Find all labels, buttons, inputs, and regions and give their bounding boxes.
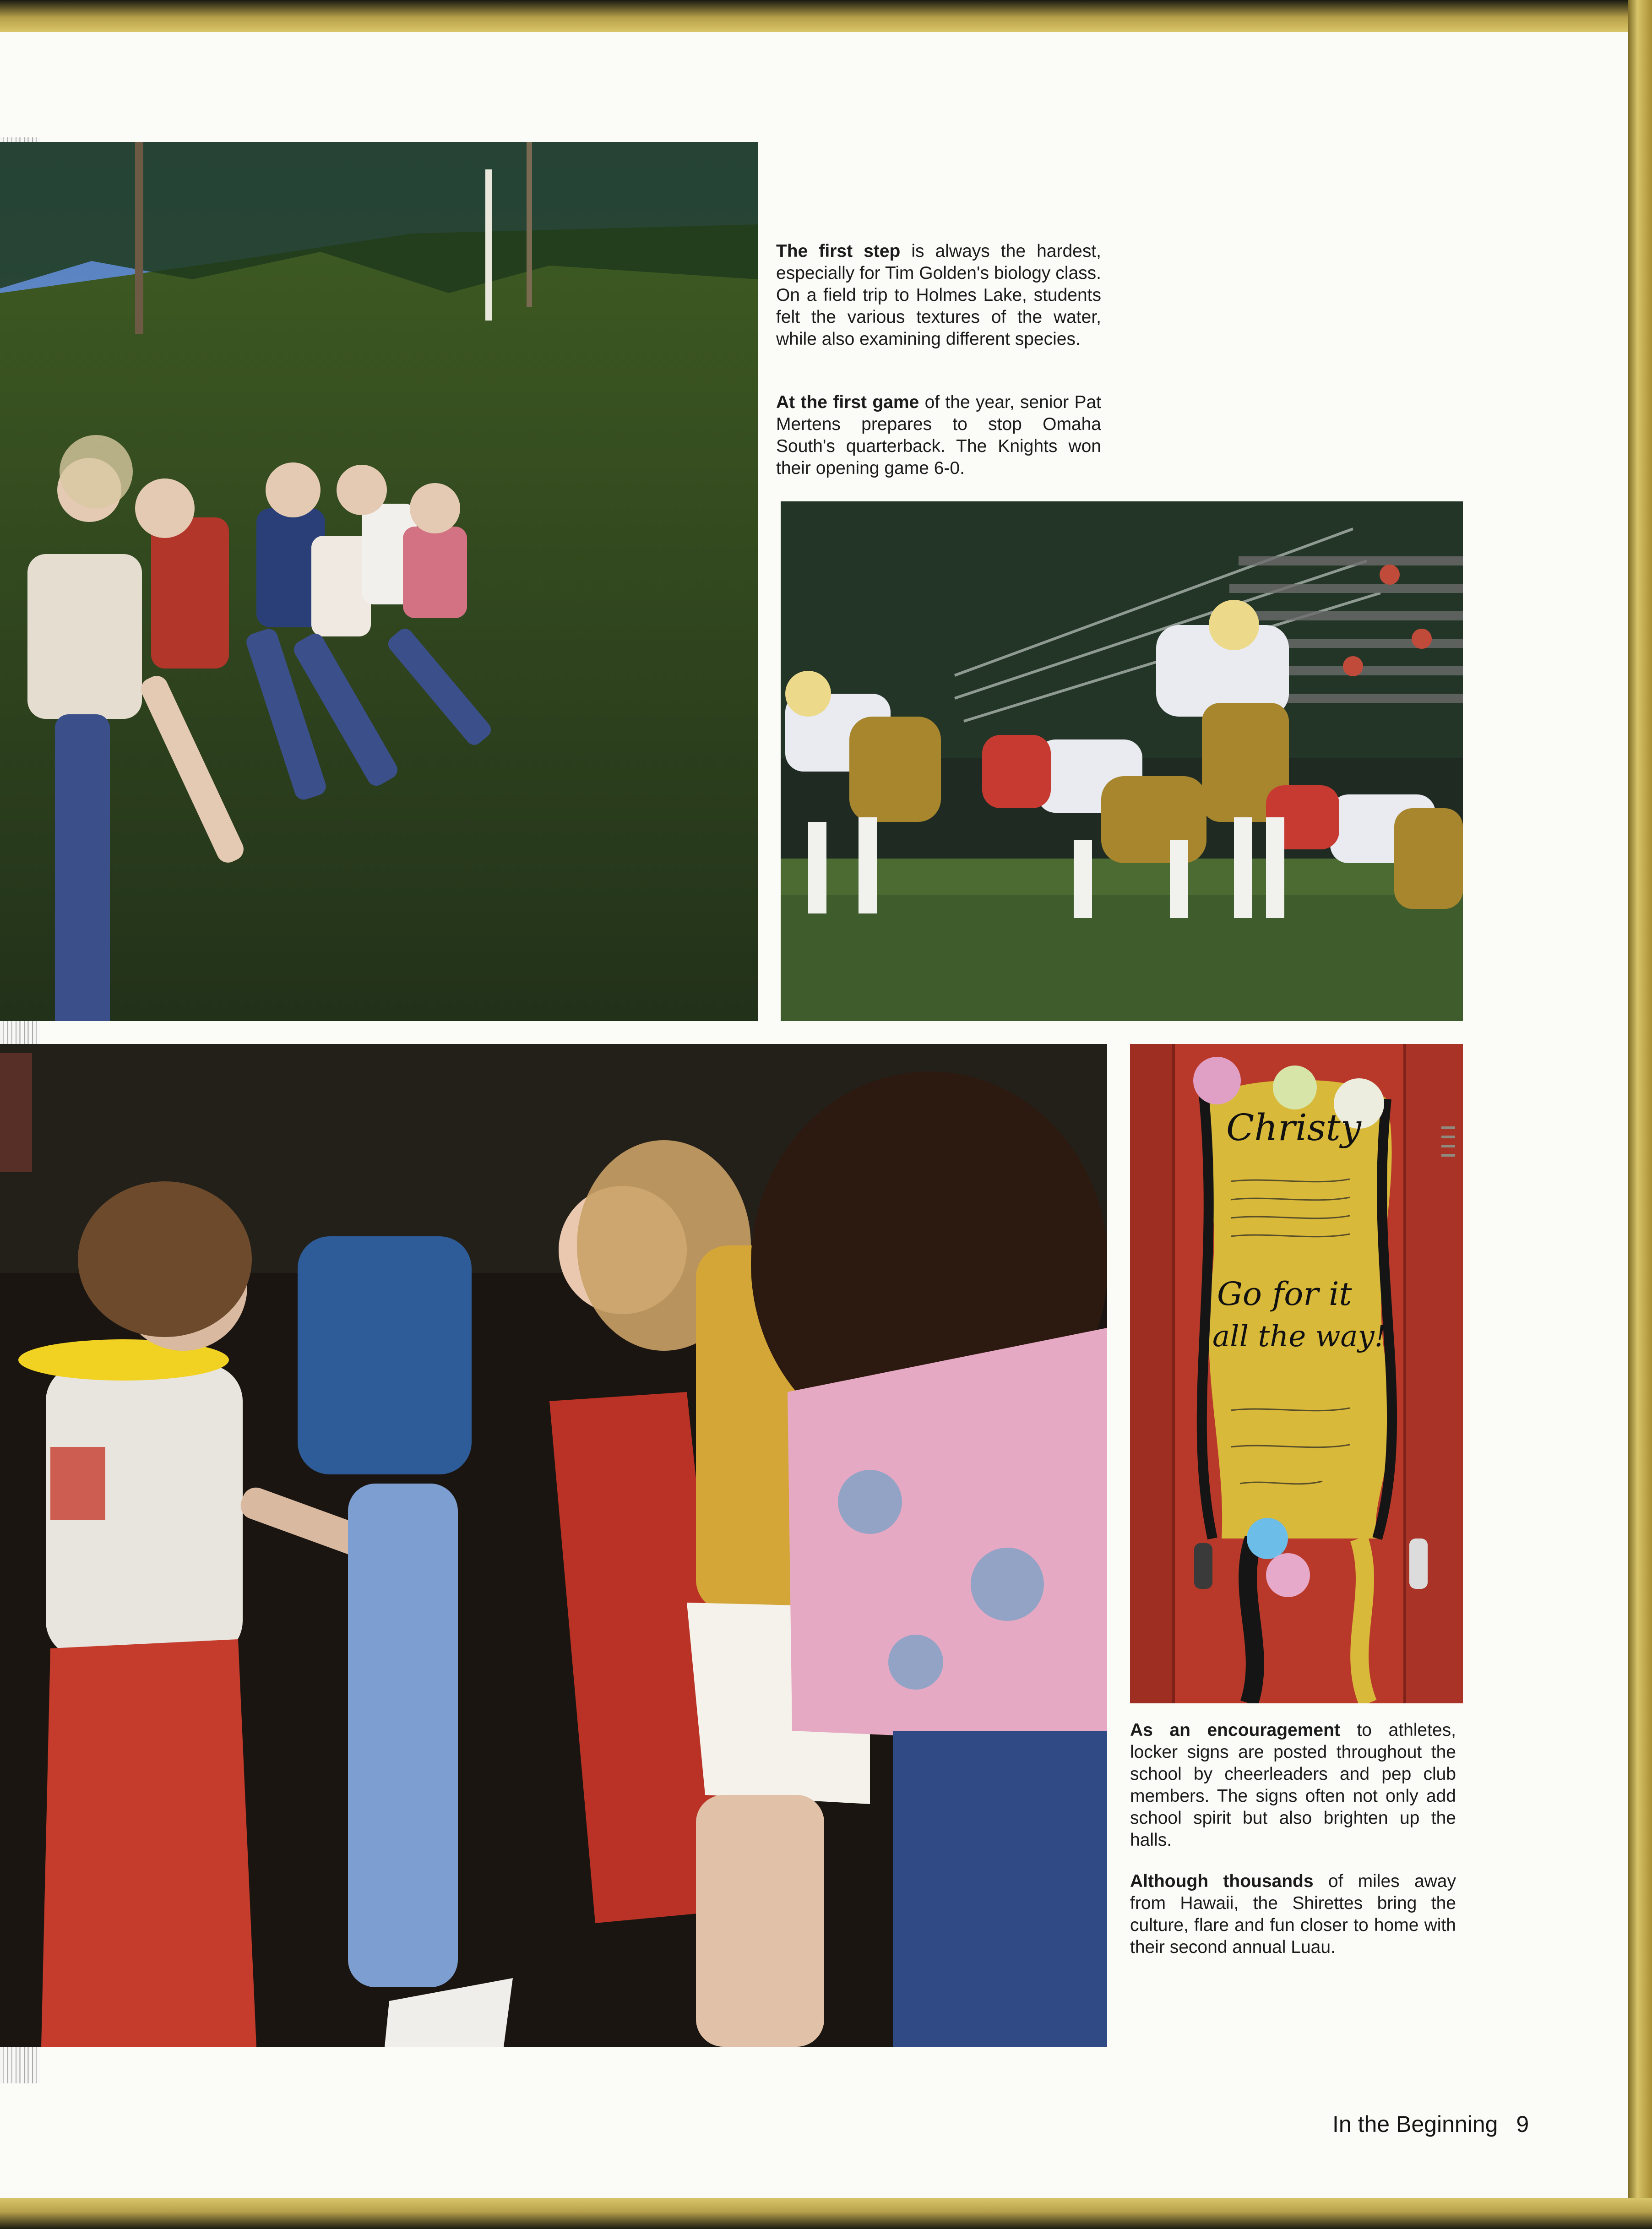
caption-lead: As an encouragement: [1130, 1720, 1340, 1740]
caption-lead: Although thousands: [1130, 1871, 1314, 1891]
caption-text: to athletes, locker signs are posted throughout the school by cheerleaders and pep club members. The signs often not only add school spirit but also brighten up the halls.: [1130, 1720, 1456, 1850]
caption-lead: At the first game: [776, 392, 919, 412]
locker-sign-name: Christy: [1226, 1106, 1361, 1149]
caption-lead: The first step: [776, 241, 901, 261]
caption-football: [776, 391, 1101, 479]
caption-locker-signs: [1130, 1719, 1456, 1851]
page-edge-top: [0, 0, 1652, 32]
caption-text: is always the hardest, especially for Tim Golden's biology class. On a field trip to Holmes Lake, students felt the various textures of the water, while also examining different species.: [776, 241, 1101, 349]
photo-luau-dance: [0, 1044, 1107, 2047]
photo-field-trip: [0, 142, 758, 1021]
locker-sign-line2: all the way!: [1212, 1320, 1386, 1354]
page-edge-right: [1628, 0, 1652, 2229]
page-footer: [1332, 2111, 1529, 2137]
caption-luau: [1130, 1870, 1456, 1958]
caption-text: of miles away from Hawaii, the Shirettes bring the culture, flare and fun closer to home with their second annual Luau.: [1130, 1871, 1456, 1957]
photo-locker-sign: [1130, 1044, 1463, 1703]
page-edge-bottom: [0, 2198, 1652, 2229]
caption-field-trip: [776, 240, 1101, 350]
locker-sign-line1: Go for it: [1217, 1275, 1352, 1313]
section-title: In the Beginning: [1332, 2111, 1498, 2137]
page-number: 9: [1516, 2111, 1529, 2137]
yearbook-page: [0, 32, 1628, 2198]
caption-text: of the year, senior Pat Mertens prepares to stop Omaha South's quarterback. The Knights won their opening game 6-0.: [776, 392, 1101, 478]
photo-football-game: [781, 501, 1463, 1021]
